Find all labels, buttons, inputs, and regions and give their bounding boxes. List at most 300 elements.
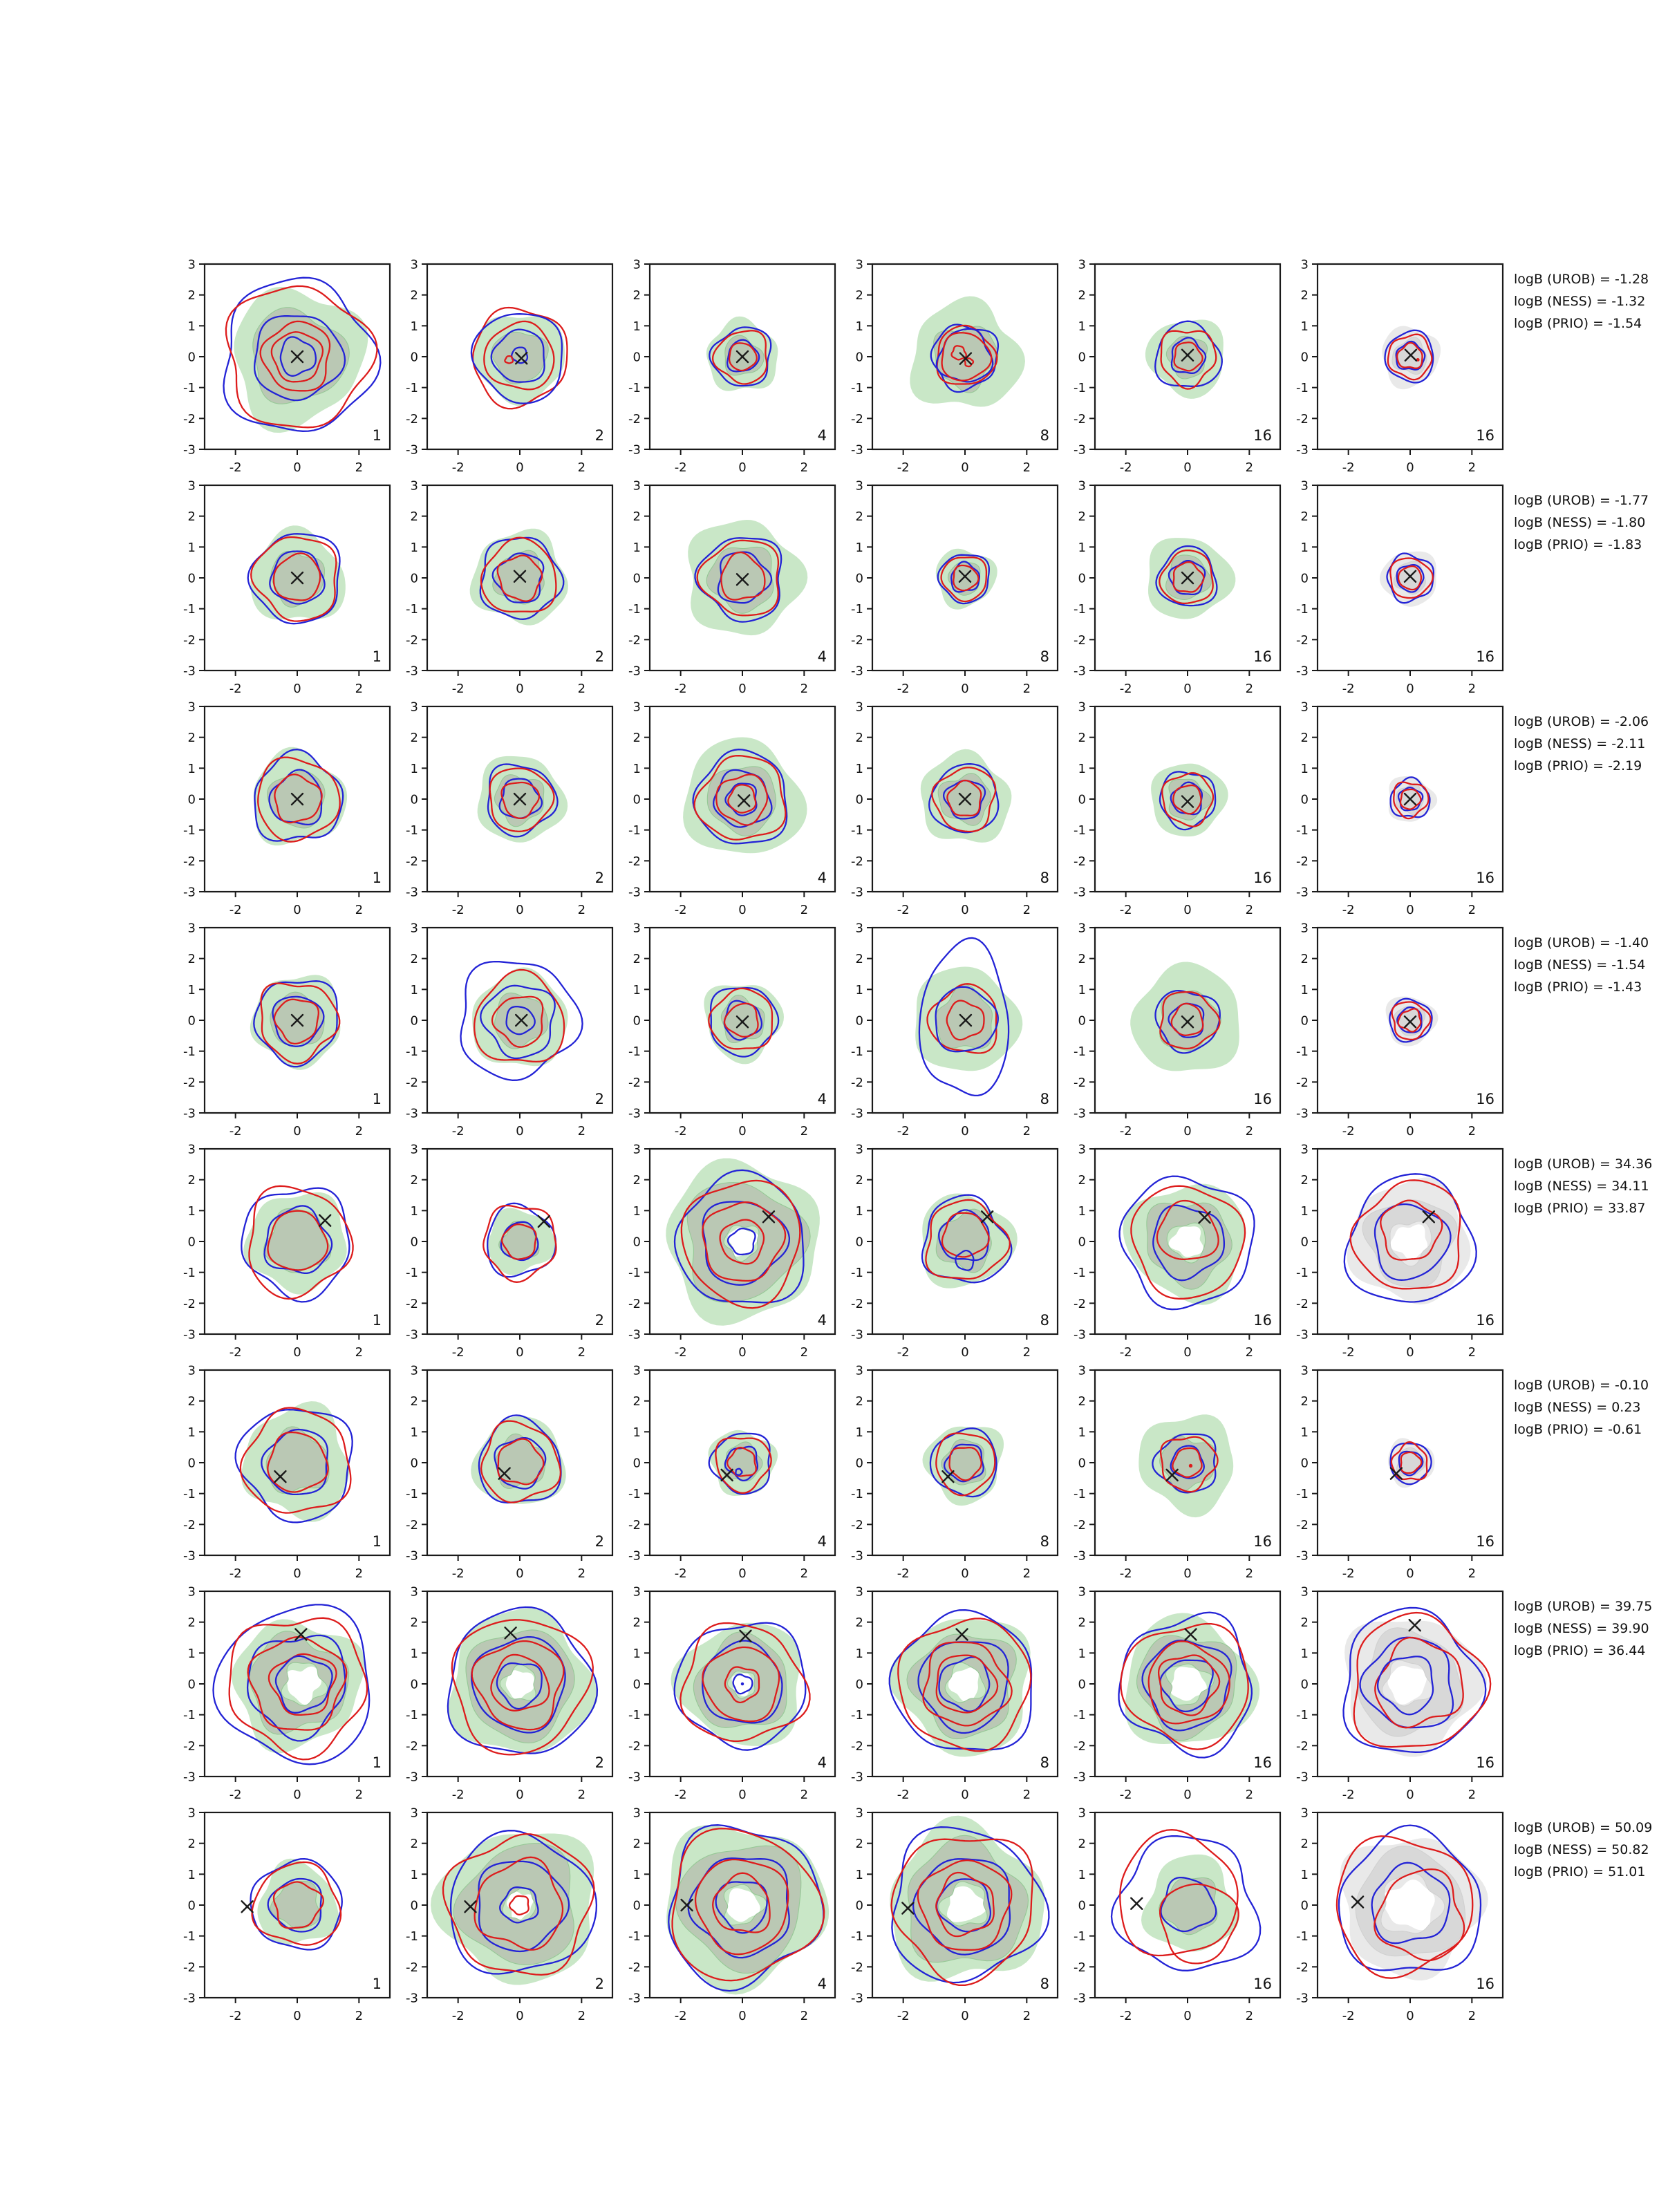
panel-count-label: 16: [1476, 1533, 1494, 1550]
y-tick-label: -3: [851, 442, 863, 458]
x-tick-label: -2: [1342, 1124, 1355, 1138]
y-tick-label: 0: [410, 1235, 418, 1250]
y-tick-label: -2: [406, 854, 418, 869]
y-tick-label: -2: [851, 632, 863, 648]
y-tick-label: -3: [851, 664, 863, 679]
panel-count-label: 2: [594, 870, 604, 886]
panel-count-label: 8: [1040, 427, 1049, 444]
y-tick-label: -3: [851, 1548, 863, 1564]
y-tick-label: -3: [628, 1106, 641, 1121]
contour-plot: [628, 257, 835, 475]
y-tick-label: 1: [1300, 1646, 1309, 1661]
subplot-r8c2: [406, 1806, 612, 2023]
y-tick-label: -3: [406, 1991, 418, 2006]
panel-count-label: 4: [817, 1091, 827, 1107]
subplot-r3c2: [406, 700, 612, 917]
logb-annotation: logB (NESS) = 34.11: [1514, 1179, 1649, 1194]
y-tick-label: -2: [851, 1738, 863, 1754]
y-tick-label: -2: [628, 854, 641, 869]
contour-plot: [183, 921, 390, 1138]
y-tick-label: 2: [632, 1173, 641, 1188]
y-tick-label: 0: [855, 350, 863, 365]
x-tick-label: -2: [1119, 903, 1132, 917]
y-tick-label: 2: [855, 1837, 863, 1852]
y-tick-label: -3: [1074, 1548, 1086, 1564]
x-tick-label: 0: [1406, 460, 1414, 475]
logb-annotation: logB (PRIO) = -1.43: [1514, 980, 1642, 995]
subplot-r2c6: [1296, 478, 1503, 696]
x-tick-label: -2: [674, 1788, 687, 1802]
panel-count-label: 16: [1476, 1976, 1494, 1992]
y-tick-label: -2: [183, 854, 196, 869]
y-tick-label: 3: [1300, 1363, 1309, 1378]
contour-plot: [406, 1142, 612, 1360]
subplot-r6c5: [1074, 1363, 1280, 1581]
logb-annotation: logB (PRIO) = 51.01: [1514, 1864, 1646, 1880]
contour-plot: [628, 1806, 835, 2023]
y-tick-label: 2: [632, 509, 641, 525]
x-tick-label: 2: [1468, 1566, 1477, 1581]
y-tick-label: 1: [1300, 1203, 1309, 1219]
logb-annotation: logB (UROB) = 50.09: [1514, 1820, 1653, 1835]
subplot-r6c2: [406, 1363, 612, 1581]
x-tick-label: 0: [738, 1566, 747, 1581]
y-tick-label: -2: [1296, 1075, 1309, 1090]
y-tick-label: -3: [1074, 885, 1086, 900]
subplot-r1c6: [1296, 257, 1503, 475]
contour-plot: [183, 1142, 390, 1360]
contour-plot: [628, 921, 835, 1138]
x-tick-label: 0: [293, 1345, 301, 1360]
y-tick-label: -1: [183, 1044, 196, 1060]
y-tick-label: 3: [632, 257, 641, 272]
x-tick-label: 0: [738, 1345, 747, 1360]
y-tick-label: -2: [183, 1075, 196, 1090]
x-tick-label: 0: [1406, 903, 1414, 917]
contour-plot: [183, 257, 390, 475]
panel-count-label: 8: [1040, 1754, 1049, 1771]
x-tick-label: 0: [1183, 903, 1192, 917]
subplot-r3c3: [628, 700, 835, 917]
logb-annotation: logB (PRIO) = 33.87: [1514, 1201, 1646, 1216]
y-tick-label: 3: [410, 1584, 418, 1600]
contour-plot: [1074, 478, 1280, 696]
contour-plot: [406, 257, 612, 475]
y-tick-label: -2: [851, 1296, 863, 1311]
y-tick-label: 0: [1078, 792, 1086, 807]
logb-annotation: logB (NESS) = 0.23: [1514, 1400, 1641, 1415]
logb-annotation: logB (UROB) = -0.10: [1514, 1378, 1649, 1393]
y-tick-label: 3: [1078, 1363, 1086, 1378]
y-tick-label: 2: [855, 1394, 863, 1409]
y-tick-label: 3: [187, 1363, 196, 1378]
panel-count-label: 16: [1253, 1976, 1272, 1992]
subplot-r1c5: [1074, 257, 1280, 475]
y-tick-label: -2: [183, 411, 196, 427]
x-tick-label: 0: [1406, 1345, 1414, 1360]
y-tick-label: -3: [1074, 664, 1086, 679]
x-tick-label: 0: [738, 2009, 747, 2023]
logb-annotation: logB (UROB) = 39.75: [1514, 1599, 1653, 1614]
y-tick-label: -1: [1296, 1708, 1309, 1723]
y-tick-label: 1: [1300, 540, 1309, 555]
y-tick-label: -3: [406, 1770, 418, 1785]
subplot-r8c3: [628, 1806, 835, 2023]
y-tick-label: 2: [855, 288, 863, 303]
y-tick-label: 0: [410, 571, 418, 586]
y-tick-label: -2: [1296, 632, 1309, 648]
x-tick-label: -2: [897, 903, 910, 917]
logb-annotation: logB (NESS) = 50.82: [1514, 1842, 1649, 1857]
y-tick-label: 2: [1078, 731, 1086, 746]
x-tick-label: 0: [293, 682, 301, 696]
y-tick-label: -3: [406, 1327, 418, 1342]
y-tick-label: 1: [855, 1867, 863, 1882]
y-tick-label: 1: [187, 540, 196, 555]
y-tick-label: 2: [187, 952, 196, 967]
y-tick-label: 1: [410, 540, 418, 555]
x-tick-label: 0: [738, 682, 747, 696]
axes-frame: [205, 1591, 390, 1777]
y-tick-label: 1: [1300, 1425, 1309, 1440]
y-tick-label: 2: [187, 1394, 196, 1409]
y-tick-label: 0: [632, 350, 641, 365]
y-tick-label: 3: [855, 478, 863, 494]
y-tick-label: -3: [1074, 1770, 1086, 1785]
x-tick-label: -2: [1342, 1788, 1355, 1802]
y-tick-label: -2: [406, 1960, 418, 1975]
logb-annotation: logB (NESS) = -1.32: [1514, 294, 1646, 309]
x-tick-label: -2: [229, 460, 242, 475]
y-tick-label: -3: [183, 442, 196, 458]
x-tick-label: 2: [1022, 1124, 1031, 1138]
subplot-r2c3: [628, 478, 835, 696]
y-tick-label: -2: [406, 1075, 418, 1090]
y-tick-label: 1: [410, 1425, 418, 1440]
contour-plot: [1296, 257, 1503, 475]
y-tick-label: 1: [855, 761, 863, 776]
y-tick-label: 3: [632, 478, 641, 494]
y-tick-label: 2: [410, 731, 418, 746]
x-tick-label: -2: [451, 1345, 465, 1360]
x-tick-label: 0: [961, 903, 969, 917]
x-tick-label: -2: [1342, 2009, 1355, 2023]
subplot-r7c6: [1296, 1584, 1503, 1802]
y-tick-label: 0: [855, 1235, 863, 1250]
y-tick-label: 1: [187, 1867, 196, 1882]
y-tick-label: -3: [1296, 1327, 1309, 1342]
panel-count-label: 2: [594, 1312, 604, 1329]
y-tick-label: -3: [851, 1106, 863, 1121]
panel-count-label: 4: [817, 1312, 827, 1329]
y-tick-label: 2: [1078, 1615, 1086, 1631]
x-tick-label: 0: [1406, 1566, 1414, 1581]
y-tick-label: -2: [406, 411, 418, 427]
y-tick-label: -1: [1296, 602, 1309, 617]
panel-count-label: 8: [1040, 1533, 1049, 1550]
y-tick-label: 1: [632, 1867, 641, 1882]
logb-annotation: logB (NESS) = -1.54: [1514, 957, 1646, 973]
contour-plot: [628, 1584, 835, 1802]
y-tick-label: 1: [187, 1646, 196, 1661]
contour-plot: [406, 478, 612, 696]
logb-annotation: logB (PRIO) = -1.54: [1514, 316, 1642, 331]
x-tick-label: 0: [961, 1566, 969, 1581]
y-tick-label: 0: [1078, 571, 1086, 586]
x-tick-label: 0: [961, 1124, 969, 1138]
y-tick-label: -2: [628, 1296, 641, 1311]
x-tick-label: -2: [674, 1566, 687, 1581]
contour-plot: [406, 700, 612, 917]
y-tick-label: 3: [1078, 1806, 1086, 1821]
y-tick-label: -1: [406, 381, 418, 396]
y-tick-label: -2: [628, 1738, 641, 1754]
y-tick-label: 2: [855, 952, 863, 967]
y-tick-label: 2: [1078, 952, 1086, 967]
y-tick-label: -2: [1074, 632, 1086, 648]
y-tick-label: -1: [406, 1266, 418, 1281]
y-tick-label: -1: [628, 1266, 641, 1281]
y-tick-label: -3: [851, 1327, 863, 1342]
y-tick-label: 3: [632, 1806, 641, 1821]
subplot-r6c4: [851, 1363, 1058, 1581]
y-tick-label: 1: [187, 982, 196, 997]
y-tick-label: -2: [183, 1960, 196, 1975]
subplot-r3c6: [1296, 700, 1503, 917]
y-tick-label: -3: [1074, 442, 1086, 458]
y-tick-label: -3: [1296, 1548, 1309, 1564]
panel-count-label: 16: [1253, 648, 1272, 665]
x-tick-label: -2: [229, 1788, 242, 1802]
y-tick-label: 0: [1300, 571, 1309, 586]
x-tick-label: -2: [897, 1566, 910, 1581]
y-tick-label: 3: [187, 1142, 196, 1157]
x-tick-label: -2: [451, 1124, 465, 1138]
y-tick-label: 1: [1078, 1203, 1086, 1219]
y-tick-label: -1: [406, 1487, 418, 1502]
subplot-r1c2: [406, 257, 612, 475]
x-tick-label: 2: [800, 1124, 809, 1138]
y-tick-label: -2: [628, 1517, 641, 1533]
subplot-r4c1: [183, 921, 390, 1138]
y-tick-label: 2: [1078, 288, 1086, 303]
y-tick-label: 0: [410, 350, 418, 365]
panel-count-label: 4: [817, 1976, 827, 1992]
x-tick-label: 2: [1245, 1566, 1254, 1581]
y-tick-label: 2: [1300, 1615, 1309, 1631]
logb-annotation-row2: [1514, 489, 1659, 556]
y-tick-label: -1: [183, 823, 196, 838]
panel-count-label: 2: [594, 427, 604, 444]
y-tick-label: -1: [1296, 823, 1309, 838]
y-tick-label: 2: [410, 952, 418, 967]
x-tick-label: 2: [1245, 1124, 1254, 1138]
y-tick-label: 1: [855, 319, 863, 334]
panel-count-label: 16: [1476, 1312, 1494, 1329]
contour-plot: [851, 478, 1058, 696]
subplot-r2c4: [851, 478, 1058, 696]
y-tick-label: 2: [632, 1615, 641, 1631]
y-tick-label: -3: [851, 1991, 863, 2006]
y-tick-label: -1: [628, 381, 641, 396]
x-tick-label: 2: [1022, 1345, 1031, 1360]
panel-count-label: 16: [1253, 1533, 1272, 1550]
y-tick-label: 2: [632, 1837, 641, 1852]
y-tick-label: -3: [628, 442, 641, 458]
subplot-r2c2: [406, 478, 612, 696]
y-tick-label: -1: [1296, 1044, 1309, 1060]
panel-count-label: 16: [1253, 870, 1272, 886]
panel-count-label: 1: [372, 1533, 382, 1550]
y-tick-label: -2: [1296, 1960, 1309, 1975]
y-tick-label: 2: [855, 1615, 863, 1631]
contour-plot: [851, 921, 1058, 1138]
panel-count-label: 16: [1476, 648, 1494, 665]
x-tick-label: 2: [577, 1345, 586, 1360]
subplot-r4c6: [1296, 921, 1503, 1138]
blue-dot: [741, 1683, 744, 1685]
logb-annotation: logB (UROB) = -1.77: [1514, 493, 1649, 508]
y-tick-label: 3: [855, 1363, 863, 1378]
y-tick-label: 0: [187, 792, 196, 807]
y-tick-label: 2: [1300, 509, 1309, 525]
y-tick-label: 0: [1300, 1898, 1309, 1913]
y-tick-label: -2: [1074, 411, 1086, 427]
contour-plot: [851, 1363, 1058, 1581]
y-tick-label: 2: [1078, 1837, 1086, 1852]
y-tick-label: -3: [406, 664, 418, 679]
subplot-r2c1: [183, 478, 390, 696]
contour-plot: [406, 1363, 612, 1581]
panel-count-label: 8: [1040, 870, 1049, 886]
y-tick-label: -2: [851, 854, 863, 869]
y-tick-label: 3: [410, 1142, 418, 1157]
y-tick-label: -1: [1074, 1708, 1086, 1723]
y-tick-label: -2: [1296, 1517, 1309, 1533]
x-tick-label: -2: [674, 2009, 687, 2023]
panel-count-label: 16: [1253, 1754, 1272, 1771]
panel-count-label: 8: [1040, 1312, 1049, 1329]
y-tick-label: 2: [1300, 731, 1309, 746]
y-tick-label: 1: [1300, 761, 1309, 776]
panel-count-label: 4: [817, 648, 827, 665]
y-tick-label: -3: [1296, 1106, 1309, 1121]
y-tick-label: 2: [855, 1173, 863, 1188]
y-tick-label: 1: [1300, 319, 1309, 334]
y-tick-label: 0: [1300, 1456, 1309, 1471]
x-tick-label: 0: [293, 2009, 301, 2023]
x-tick-label: 0: [961, 460, 969, 475]
x-tick-label: 2: [1468, 1345, 1477, 1360]
x-tick-label: -2: [451, 2009, 465, 2023]
y-tick-label: 1: [410, 982, 418, 997]
panel-count-label: 8: [1040, 1976, 1049, 1992]
y-tick-label: 3: [187, 1806, 196, 1821]
y-tick-label: 1: [1300, 982, 1309, 997]
x-tick-label: 2: [1468, 460, 1477, 475]
y-tick-label: -3: [628, 1770, 641, 1785]
logb-annotation: logB (NESS) = -2.11: [1514, 736, 1646, 751]
x-tick-label: 2: [1245, 460, 1254, 475]
y-tick-label: 0: [187, 1235, 196, 1250]
contour-plot: [1074, 1363, 1280, 1581]
y-tick-label: -3: [1296, 1991, 1309, 2006]
y-tick-label: 2: [187, 1837, 196, 1852]
logb-annotation: logB (UROB) = -1.40: [1514, 935, 1649, 950]
panel-count-label: 16: [1476, 870, 1494, 886]
y-tick-label: -1: [628, 602, 641, 617]
y-tick-label: -2: [1296, 854, 1309, 869]
y-tick-label: 1: [632, 319, 641, 334]
y-tick-label: 0: [1300, 350, 1309, 365]
x-tick-label: 2: [355, 1345, 364, 1360]
x-tick-label: 0: [516, 2009, 524, 2023]
y-tick-label: -1: [851, 1487, 863, 1502]
logb-annotation-row6: [1514, 1374, 1659, 1441]
panel-count-label: 2: [594, 1754, 604, 1771]
x-tick-label: -2: [897, 2009, 910, 2023]
subplot-r2c5: [1074, 478, 1280, 696]
x-tick-label: 2: [1022, 903, 1031, 917]
y-tick-label: 0: [187, 1013, 196, 1029]
panel-count-label: 2: [594, 1976, 604, 1992]
contour-plot: [1296, 1142, 1503, 1360]
contour-plot: [183, 1806, 390, 2023]
y-tick-label: 0: [1300, 1013, 1309, 1029]
contour-plot: [1074, 921, 1280, 1138]
y-tick-label: -1: [1074, 381, 1086, 396]
contour-plot: [1074, 257, 1280, 475]
y-tick-label: 2: [410, 1837, 418, 1852]
red-contour: [509, 1896, 529, 1915]
y-tick-label: 1: [1078, 982, 1086, 997]
y-tick-label: 2: [1300, 952, 1309, 967]
subplot-r4c4: [851, 921, 1058, 1138]
x-tick-label: 2: [1022, 682, 1031, 696]
contour-plot: [1074, 1584, 1280, 1802]
y-tick-label: 0: [187, 1456, 196, 1471]
y-tick-label: -1: [1074, 823, 1086, 838]
x-tick-label: -2: [229, 682, 242, 696]
y-tick-label: 1: [1078, 761, 1086, 776]
y-tick-label: -2: [851, 1517, 863, 1533]
y-tick-label: 3: [1300, 478, 1309, 494]
y-tick-label: -2: [183, 1517, 196, 1533]
y-tick-label: 1: [632, 540, 641, 555]
contour-plot: [1296, 478, 1503, 696]
x-tick-label: 2: [355, 903, 364, 917]
y-tick-label: -3: [628, 1991, 641, 2006]
y-tick-label: 0: [1078, 350, 1086, 365]
subplot-r1c1: [183, 257, 390, 475]
y-tick-label: -2: [1296, 1738, 1309, 1754]
contour-plot: [851, 1142, 1058, 1360]
contour-plot: [1296, 1363, 1503, 1581]
y-tick-label: 0: [1078, 1013, 1086, 1029]
x-tick-label: 0: [1406, 682, 1414, 696]
x-tick-label: 2: [1022, 1566, 1031, 1581]
x-tick-label: 0: [516, 903, 524, 917]
x-tick-label: -2: [451, 460, 465, 475]
y-tick-label: 1: [1078, 319, 1086, 334]
y-tick-label: 3: [1078, 921, 1086, 936]
x-tick-label: 2: [355, 460, 364, 475]
subplot-r5c5: [1074, 1142, 1280, 1360]
y-tick-label: -2: [1074, 854, 1086, 869]
y-tick-label: 2: [1300, 1394, 1309, 1409]
panel-count-label: 1: [372, 648, 382, 665]
x-tick-label: -2: [229, 903, 242, 917]
